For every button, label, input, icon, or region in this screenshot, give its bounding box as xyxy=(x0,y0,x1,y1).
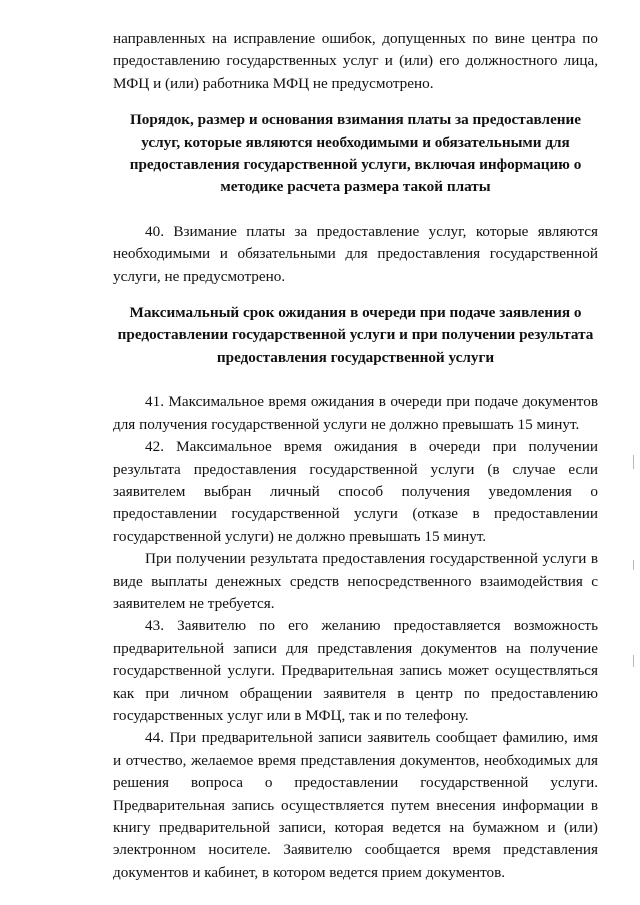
paragraph-43: 43. Заявителю по его желанию предоставляется возможность предварительной записи для представления документов на получение государственной услуги. Предварительная запись может осуществляться как при личном обращении заявителя в центр по предоставлению государственных услуг или в МФЦ, так и по телефону. xyxy=(113,617,598,724)
scan-edge-mark xyxy=(633,560,634,570)
paragraph-42: 42. Максимальное время ожидания в очереди при получении результата предоставления государственной услуги (в случае если заявителем выбран личный способ получения уведомления о предоставлении государственной услуги (отказе в предоставлении государственной услуги) не должно превышать 15 минут. xyxy=(113,438,598,545)
section-heading-queue: Максимальный срок ожидания в очереди при подаче заявления о предоставлении государственной услуги и при получении результата предоставления государственной услуги xyxy=(117,304,594,366)
continuation-paragraph: направленных на исправление ошибок, допущенных по вине центра по предоставлению государственных услуг и (или) его должностного лица, МФЦ и (или) работника МФЦ не предусмотрено. xyxy=(113,30,598,92)
scan-edge-mark xyxy=(633,455,634,469)
paragraph-44: 44. При предварительной записи заявитель сообщает фамилию, имя и отчество, желаемое время представления документов, необходимых для решения вопроса о предоставлении государственной услуги. Предварительная запись осуществляется путем внесения информации в книгу предварительной записи, которая ведется на бумажном и (или) электронном носителе. Заявителю сообщается время представления документов и кабинет, в котором ведется прием документов. xyxy=(113,729,598,881)
paragraph-41: 41. Максимальное время ожидания в очереди при подаче документов для получения государственной услуги не должно превышать 15 минут. xyxy=(113,393,598,433)
section-heading-fee: Порядок, размер и основания взимания платы за предоставление услуг, которые являются необходимыми и обязательными для предоставления государственной услуги, включая информацию о методике расчета размера такой платы xyxy=(129,111,582,196)
paragraph-40: 40. Взимание платы за предоставление услуг, которые являются необходимыми и обязательными для предоставления государственной услуги, не предусмотрено. xyxy=(113,222,598,285)
paragraph-42-continued: При получении результата предоставления государственной услуги в виде выплаты денежных средств непосредственного взаимодействия с заявителем не требуется. xyxy=(113,550,598,612)
scan-edge-mark xyxy=(633,655,634,667)
